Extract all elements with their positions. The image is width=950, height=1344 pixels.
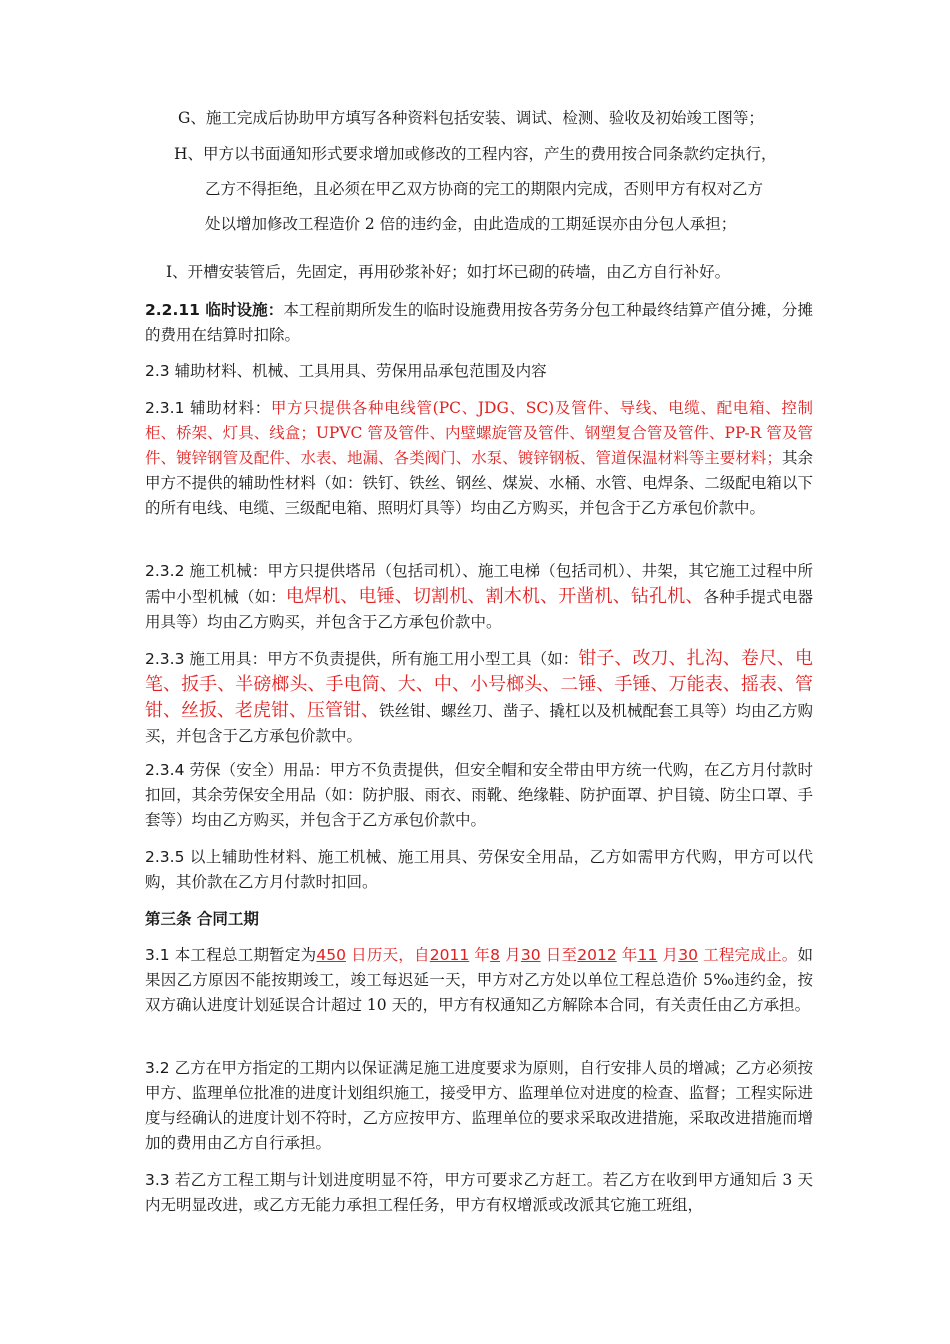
text: 月 — [499, 946, 521, 964]
start-month: 8 — [490, 946, 500, 964]
item-g: G、施工完成后协助甲方填写各种资料包括安装、调试、检测、验收及初始竣工图等； — [178, 109, 764, 127]
section-number: 2.3.1 — [145, 399, 185, 417]
section-heading: 临时设施： — [199, 300, 284, 319]
item-h-line1: H、甲方以书面通知形式要求增加或修改的工程内容，产生的费用按合同条款约定执行， — [174, 145, 777, 163]
section-text: 辅助材料： — [184, 399, 271, 417]
text: 日历天，自 — [345, 946, 430, 964]
highlighted-tools: 钳子、改刀、扎沟、卷尺、电笔、扳手、半磅榔头、手电筒、大、中、小号榔头、二锤、手锤、万能表、摇表、管钳、丝扳、老虎钳、压管钳、 — [145, 648, 813, 721]
section-text: 若乙方工程工期与计划进度明显不符，甲方可要求乙方赶工。若乙方在收到甲方通知后 3 天内无明显改进，或乙方无能力承担工程任务，甲方有权增派或改派其它施工班组， — [145, 1171, 813, 1214]
section-text: 以上辅助性材料、施工机械、施工用具、劳保安全用品，乙方如需甲方代购，甲方可以代购，其价款在乙方月付款时扣回。 — [145, 848, 813, 891]
section-number: 3.2 — [145, 1059, 170, 1077]
section-number: 3.1 — [145, 946, 170, 964]
end-month: 11 — [637, 946, 658, 964]
section-number: 3.3 — [145, 1171, 170, 1189]
end-year: 2012 — [577, 946, 617, 964]
highlighted-materials: 甲方只提供各种电线管(PC、JDG、SC)及管件、导线、电缆、配电箱、控制柜、桥架、灯具、线盒；UPVC 管及管件、内壁螺旋管及管件、钢塑复合管及管件、PP-R 管及管件、镀锌钢管及配件、水表、地漏、各类阀门、水泵、镀锌钢板、管道保温材料等主要材料； — [145, 399, 813, 467]
section-text-rest: 如果因乙方原因不能按期竣工，竣工每迟延一天，甲方对乙方处以单位工程总造价 5‰违约金，按双方确认进度计划延误合计超过 10 天的，甲方有权通知乙方解除本合同，有关责任由乙方承担。 — [145, 946, 813, 1014]
section-3-3 — [145, 1168, 813, 1218]
text: 日至 — [540, 946, 578, 964]
section-text: 乙方在甲方指定的工期内以保证满足施工进度要求为原则，自行安排人员的增减；乙方必须按甲方、监理单位批准的进度计划组织施工，接受甲方、监理单位对进度的检查、监督；工程实际进度与经确认的进度计划不符时，乙方应按甲方、监理单位的要求采取改进措施，采取改进措施而增加的费用由乙方自行承担。 — [145, 1059, 813, 1152]
section-3-1 — [145, 943, 813, 1018]
section-2-3-2 — [145, 559, 813, 635]
article-3-title: 第三条 合同工期 — [145, 909, 259, 928]
section-text-rest: 各种手提式电器用具等）均由乙方购买，并包含于乙方承包价款中。 — [145, 588, 813, 631]
section-text: 辅助材料、机械、工具用具、劳保用品承包范围及内容 — [169, 362, 547, 380]
total-days: 450 — [316, 946, 346, 964]
highlighted-machines: 电焊机、电锤、切割机、割木机、开凿机、钻孔机、 — [285, 586, 704, 607]
text: 工程完成止。 — [697, 946, 798, 964]
section-2-3-5 — [145, 845, 813, 895]
item-h-line3: 处以增加修改工程造价 2 倍的违约金，由此造成的工期延误亦由分包人承担； — [205, 215, 737, 233]
section-text: 本工程前期所发生的临时设施费用按各劳务分包工种最终结算产值分摊，分摊的费用在结算时扣除。 — [145, 301, 813, 344]
section-2-3-1 — [145, 396, 813, 521]
section-text: 施工用具：甲方不负责提供，所有施工用小型工具（如： — [184, 650, 579, 668]
section-number: 2.3.5 — [145, 848, 185, 866]
section-2-2-11 — [145, 297, 813, 348]
start-day: 30 — [520, 946, 541, 964]
text: 年 — [469, 946, 491, 964]
section-number: 2.2.11 — [145, 301, 200, 319]
item-h-line2: 乙方不得拒绝，且必须在甲乙双方协商的完工的期限内完成，否则甲方有权对乙方 — [205, 180, 764, 198]
section-2-3 — [145, 359, 813, 384]
text: 年 — [616, 946, 638, 964]
section-2-3-4 — [145, 758, 813, 833]
text: 月 — [657, 946, 679, 964]
section-number: 2.3.4 — [145, 761, 185, 779]
section-number: 2.3.2 — [145, 562, 185, 580]
start-year: 2011 — [429, 946, 470, 964]
end-day: 30 — [678, 946, 698, 964]
text: 本工程总工期暂定为 — [169, 946, 317, 964]
section-2-3-3 — [145, 646, 813, 749]
section-3-2 — [145, 1056, 813, 1156]
section-text-rest: 其余甲方不提供的辅助性材料（如：铁钉、铁丝、钢丝、煤炭、水桶、水管、电焊条、二级配电箱以下的所有电线、电缆、三级配电箱、照明灯具等）均由乙方购买，并包含于乙方承包价款中。 — [145, 449, 813, 517]
item-i: I、开槽安装管后，先固定，再用砂浆补好；如打坏已砌的砖墙，由乙方自行补好。 — [166, 263, 731, 281]
section-number: 2.3 — [145, 362, 170, 380]
section-number: 2.3.3 — [145, 650, 185, 668]
section-text: 劳保（安全）用品：甲方不负责提供，但安全帽和安全带由甲方统一代购，在乙方月付款时扣回，其余劳保安全用品（如：防护服、雨衣、雨靴、绝缘鞋、防护面罩、护目镜、防尘口罩、手套等）均由乙方购买，并包含于乙方承包价款中。 — [145, 761, 813, 829]
section-text-rest: 铁丝钳、螺丝刀、凿子、撬杠以及机械配套工具等）均由乙方购买，并包含于乙方承包价款中。 — [145, 702, 814, 745]
section-text: 施工机械：甲方只提供塔吊（包括司机）、施工电梯（包括司机）、井架，其它施工过程中所需中小型机械（如： — [145, 562, 813, 606]
